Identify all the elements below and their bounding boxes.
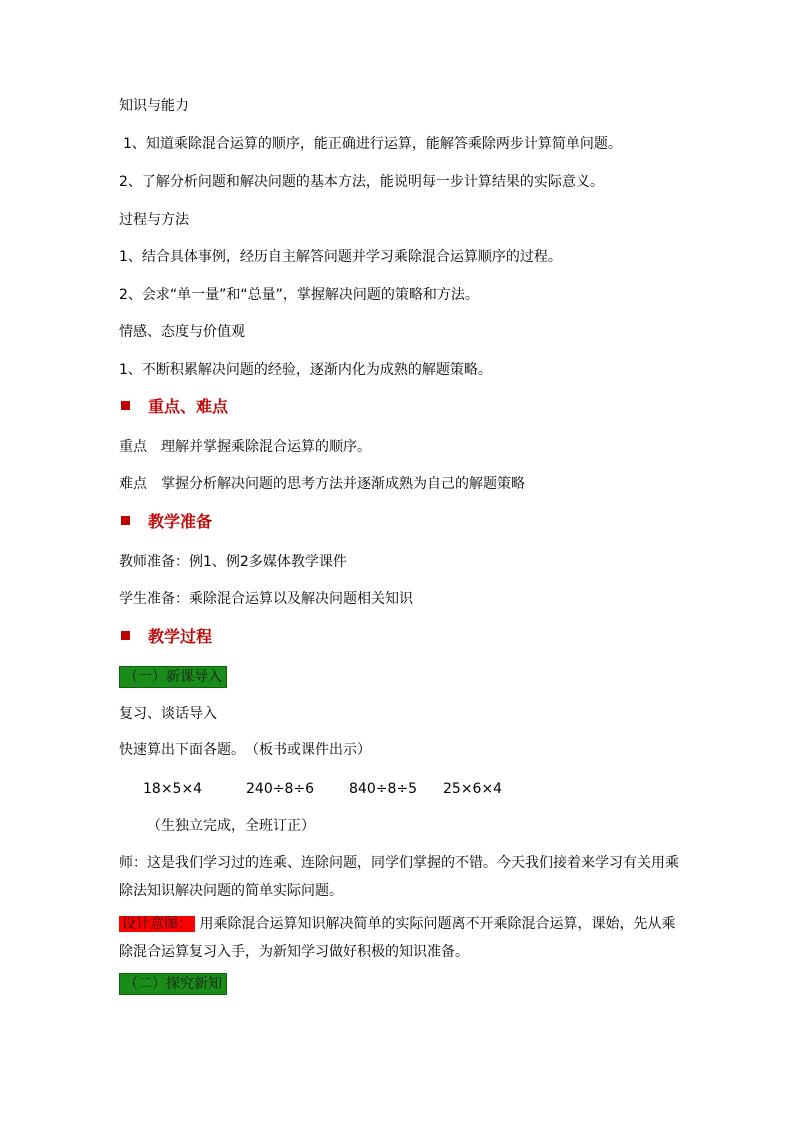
process-heading-text: 教学过程 (148, 627, 213, 646)
process-title: 过程与方法 (119, 212, 189, 228)
problem-3: 840÷8÷5 (349, 781, 417, 797)
teacher-talk (119, 849, 679, 905)
emotion-item-1: 1、不断积累解决问题的经验，逐渐内化为成熟的解题策略。 (119, 362, 492, 378)
preparation-heading (121, 511, 212, 533)
knowledge-item-1: 1、知道乘除混合运算的顺序，能正确进行运算，能解答乘除两步计算简单问题。 (123, 136, 622, 152)
knowledge-item-2: 2、了解分析问题和解决问题的基本方法，能说明每一步计算结果的实际意义。 (119, 174, 604, 190)
design-intent-text: 用乘除混合运算知识解决简单的实际问题离不开乘除混合运算，课始，先从乘除混合运算复习入手，为新知学习做好积极的知识准备。 (119, 916, 676, 960)
key-point: 重点 理解并掌握乘除混合运算的顺序。 (119, 439, 371, 455)
square-bullet-icon (121, 631, 130, 640)
process-item-2: 2、会求“单一量”和“总量”，掌握解决问题的策略和方法。 (119, 287, 479, 303)
process-item-1: 1、结合具体事例，经历自主解答问题并学习乘除混合运算顺序的过程。 (119, 249, 562, 265)
key-points-heading (121, 396, 228, 418)
process-heading (121, 626, 212, 648)
design-intent-tag: 设计意图： (119, 916, 195, 932)
key-points-heading-text: 重点、难点 (148, 397, 229, 416)
student-note: （生独立完成，全班订正） (147, 818, 315, 834)
part1-tag: （一）新课导入 (119, 666, 227, 688)
difficult-point: 难点 掌握分析解决问题的思考方法并逐渐成熟为自己的解题策略 (119, 476, 525, 492)
quick-calc-line: 快速算出下面各题。 （板书或课件出示） (119, 742, 371, 758)
design-intent (119, 910, 679, 966)
review-line: 复习、谈话导入 (119, 706, 217, 722)
problem-1: 18×5×4 (143, 781, 203, 797)
square-bullet-icon (121, 516, 130, 525)
knowledge-title: 知识与能力 (119, 98, 189, 114)
square-bullet-icon (121, 401, 130, 410)
student-preparation: 学生准备：乘除混合运算以及解决问题相关知识 (119, 591, 413, 607)
emotion-title: 情感、态度与价值观 (119, 324, 245, 340)
problem-4: 25×6×4 (443, 781, 503, 797)
teacher-preparation: 教师准备：例1、例2多媒体教学课件 (119, 554, 347, 570)
part2-tag: （二）探究新知 (119, 973, 227, 995)
problem-2: 240÷8÷6 (246, 781, 314, 797)
preparation-heading-text: 教学准备 (148, 512, 213, 531)
teacher-talk-text: 师：这是我们学习过的连乘、连除问题，同学们掌握的不错。今天我们接着来学习有关用乘除法知识解决问题的简单实际问题。 (119, 855, 679, 899)
